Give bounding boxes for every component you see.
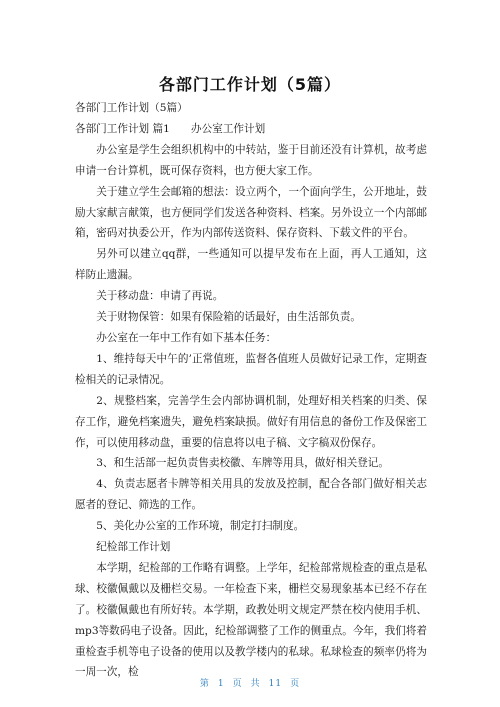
- paragraph: 关于移动盘：申请了再说。: [96, 290, 224, 303]
- document-title: 各部门工作计划（5篇）: [158, 75, 342, 94]
- footer-page-label: 第: [199, 679, 210, 689]
- list-item: 2、规整档案，完善学生会内部协调机制，处理好相关档案的归类、保存工作，避免档案遗失，避免档案缺损。做好有用信息的备份工作及保密工作，可以使用移动盘，重要的信息将以电子稿、文字稿双份保存。: [75, 394, 427, 449]
- footer-total-label: 共: [250, 679, 261, 689]
- list-item: 3、和生活部一起负责售卖校徽、车牌等用具，做好相关登记。: [96, 457, 389, 470]
- paragraph: 另外可以建立qq群，一些通知可以提早发布在上面，再人工通知，这样防止遗漏。: [75, 248, 427, 282]
- document-subtitle: 各部门工作计划（5篇）: [75, 102, 188, 114]
- paragraph: 关于建立学生会邮箱的想法：设立两个，一个面向学生，公开地址，鼓励大家献言献策，也方便同学们发送各种资料、档案。另外设立一个内部邮箱，密码对执委公开，作为内部传送资料、保存资料、下载文件的平台。: [75, 185, 427, 240]
- section-heading: 各部门工作计划 篇1 办公室工作计划: [75, 122, 266, 135]
- paragraph: 办公室是学生会组织机构中的中转站，鉴于目前还没有计算机，故考虑申请一台计算机，既可保存资料，也方便大家工作。: [75, 143, 427, 177]
- list-item: 4、负责志愿者卡牌等相关用具的发放及控制，配合各部门做好相关志愿者的登记、筛选的工作。: [75, 478, 427, 512]
- paragraph: 本学期，纪检部的工作略有调整。上学年，纪检部常规检查的重点是私球、校徽佩戴以及栅栏交易。一年检查下来，栅栏交易现象基本已经不存在了。校徽佩戴也有所好转。本学期，政教处明文规定严禁在校内使用手机、mp3等数码电子设备。因此，纪检部调整了工作的侧重点。今年，我们将着重检查手机等电子设备的使用以及教学楼内的私球。私球检查的频率仍将为一周一次，检: [75, 561, 427, 679]
- page-footer: [0, 676, 500, 689]
- paragraph: 关于财物保管：如果有保险箱的话最好，由生活部负责。: [96, 311, 362, 324]
- document-body: [75, 98, 427, 683]
- footer-total-pages: 11: [268, 679, 283, 689]
- list-item: 5、美化办公室的工作环境，制定打扫制度。: [96, 520, 305, 533]
- footer-page-unit: 页: [232, 679, 243, 689]
- list-item: 1、维持每天中午的’正常值班，监督各值班人员做好记录工作，定期查检相关的记录情况。: [75, 352, 427, 386]
- subsection-heading: 纪检部工作计划: [96, 541, 171, 554]
- footer-current-page: 1: [217, 679, 225, 689]
- paragraph: 办公室在一年中工作有如下基本任务：: [96, 331, 277, 344]
- footer-page-unit-2: 页: [290, 679, 301, 689]
